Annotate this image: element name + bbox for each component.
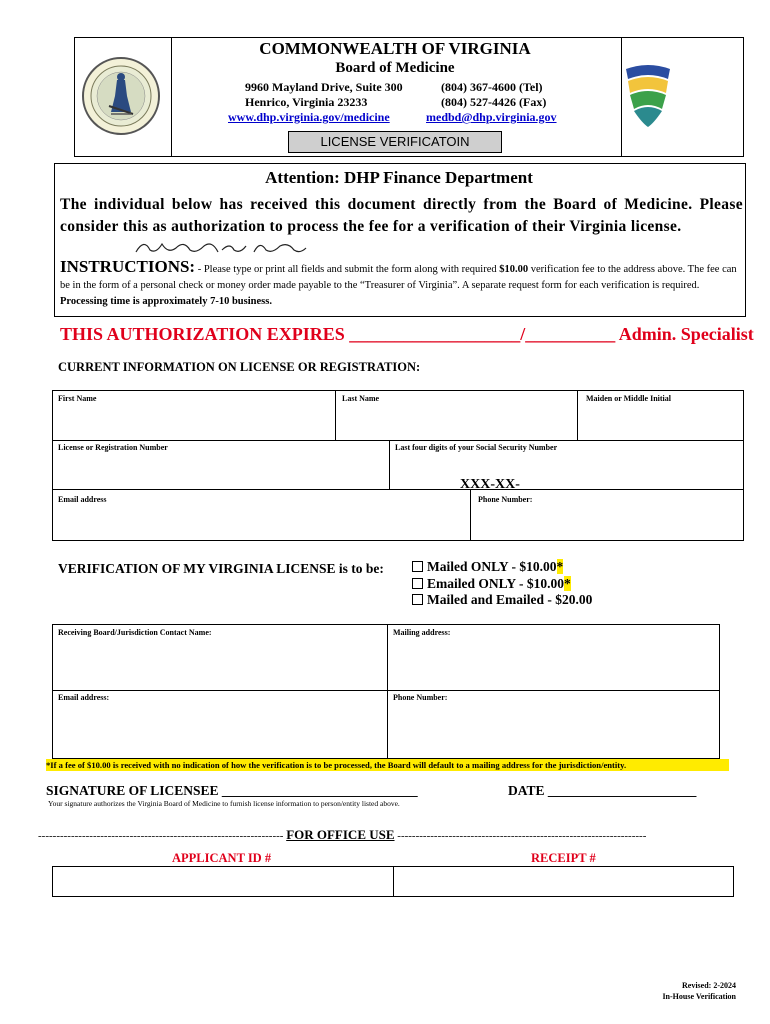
mailed-only-checkbox[interactable] <box>412 561 423 572</box>
form-type-label: LICENSE VERIFICATOIN <box>288 131 502 153</box>
applicant-id-field[interactable] <box>53 867 393 896</box>
virginia-seal-icon <box>81 56 161 136</box>
applicant-id-label: APPLICANT ID # <box>172 851 272 865</box>
attention-body: The individual below has received this document directly from the Board of Medicine. Please consider this as authorization to process the fee for a verification of their Virginia license. <box>60 196 743 235</box>
revised-date: Revised: 2-2024 <box>682 981 736 990</box>
option-mailed-only-star: * <box>556 559 564 574</box>
receipt-label: RECEIPT # <box>531 851 596 865</box>
signature-line <box>46 783 418 799</box>
instructions <box>60 259 742 310</box>
license-number-field[interactable]: License or Registration Number <box>58 443 168 452</box>
option-mailed-emailed-text: Mailed and Emailed - $20.00 <box>427 592 593 607</box>
expires-blank-2[interactable]: __________ <box>525 324 616 344</box>
contact-name-field[interactable]: Receiving Board/Jurisdiction Contact Name: <box>58 628 212 637</box>
verification-options <box>412 559 592 609</box>
mailing-address-field[interactable]: Mailing address: <box>393 628 451 637</box>
first-name-field[interactable]: First Name <box>58 394 97 403</box>
expires-blank-1[interactable]: ___________________ <box>349 324 521 344</box>
ssn-value: XXX-XX- <box>460 477 520 492</box>
fax-number: (804) 527-4426 (Fax) <box>441 95 547 109</box>
receiving-table <box>52 624 720 759</box>
office-use-divider <box>38 827 728 843</box>
instructions-fee: $10.00 <box>499 264 529 275</box>
address-line-2: Henrico, Virginia 23233 <box>245 95 368 109</box>
receipt-field[interactable] <box>394 867 733 896</box>
processing-time: Processing time is approximately 7-10 business. <box>60 296 272 307</box>
signature-note: Your signature authorizes the Virginia Board of Medicine to furnish license information to person/entity listed above. <box>48 799 400 808</box>
option-mailed-only-text: Mailed ONLY - $10.00 <box>427 559 557 574</box>
website-link[interactable]: www.dhp.virginia.gov/medicine <box>228 110 390 124</box>
verification-label: VERIFICATION OF MY VIRGINIA LICENSE is to be: <box>58 561 384 576</box>
option-emailed-only-text: Emailed ONLY - $10.00 <box>427 575 565 591</box>
mailed-emailed-checkbox[interactable] <box>412 594 423 605</box>
attention-heading: Attention: DHP Finance Department <box>265 168 533 187</box>
current-info-heading: CURRENT INFORMATION ON LICENSE OR REGISTRATION: <box>58 360 421 374</box>
header-title: COMMONWEALTH OF VIRGINIA <box>259 39 531 58</box>
email-link[interactable]: medbd@dhp.virginia.gov <box>426 110 557 124</box>
current-info-table <box>52 390 744 541</box>
receiving-phone-field[interactable]: Phone Number: <box>393 693 448 702</box>
receiving-email-field[interactable]: Email address: <box>58 693 110 702</box>
date-label: DATE <box>508 783 545 798</box>
office-dashes-left: ------------------------------------------------------------------- <box>38 830 284 842</box>
emailed-only-checkbox[interactable] <box>412 578 423 589</box>
instructions-text-post: verification fee to the address above. The fee can be in the form of a personal check or money order made payable to the “Treasurer of Virginia”. A separate request form for each verification is required. <box>60 264 737 291</box>
address-line-1: 9960 Mayland Drive, Suite 300 <box>245 80 403 94</box>
email-address-field[interactable]: Email address <box>58 495 107 504</box>
phone-number-field[interactable]: Phone Number: <box>478 495 533 504</box>
option-emailed-only-star: * <box>564 575 571 591</box>
phone-number: (804) 367-4600 (Tel) <box>441 80 543 94</box>
expires-label: THIS AUTHORIZATION EXPIRES <box>60 324 345 344</box>
footnote: *If a fee of $10.00 is received with no indication of how the verification is to be processed, the Board will default to a mailing address for the jurisdiction/entity. <box>46 759 729 771</box>
expires-separator: / <box>520 324 526 344</box>
instructions-label: INSTRUCTIONS: <box>60 257 196 276</box>
last-name-field[interactable]: Last Name <box>342 394 380 403</box>
option-mailed-emailed[interactable] <box>412 592 592 609</box>
option-mailed-only[interactable] <box>412 559 592 576</box>
dhp-logo-icon <box>624 63 672 129</box>
office-use-label: FOR OFFICE USE <box>286 827 395 842</box>
header-subtitle: Board of Medicine <box>335 60 455 76</box>
date-blank[interactable]: ______________________ <box>547 783 697 798</box>
signature-image <box>130 236 310 258</box>
authorization-expires <box>60 324 754 345</box>
form-variant: In-House Verification <box>662 992 736 1001</box>
middle-initial-field[interactable]: Maiden or Middle Initial <box>586 394 671 403</box>
ssn-field[interactable]: Last four digits of your Social Security Number <box>395 443 558 452</box>
expires-role: Admin. Specialist <box>618 324 754 344</box>
signature-label: SIGNATURE OF LICENSEE <box>46 783 219 798</box>
signature-blank[interactable]: _____________________________ <box>221 783 418 798</box>
instructions-text-pre: - Please type or print all fields and submit the form along with required <box>195 264 500 275</box>
date-line <box>508 783 696 799</box>
office-dashes-right: -------------------------------------------------------------------- <box>397 830 647 842</box>
option-emailed-only[interactable] <box>412 576 592 593</box>
